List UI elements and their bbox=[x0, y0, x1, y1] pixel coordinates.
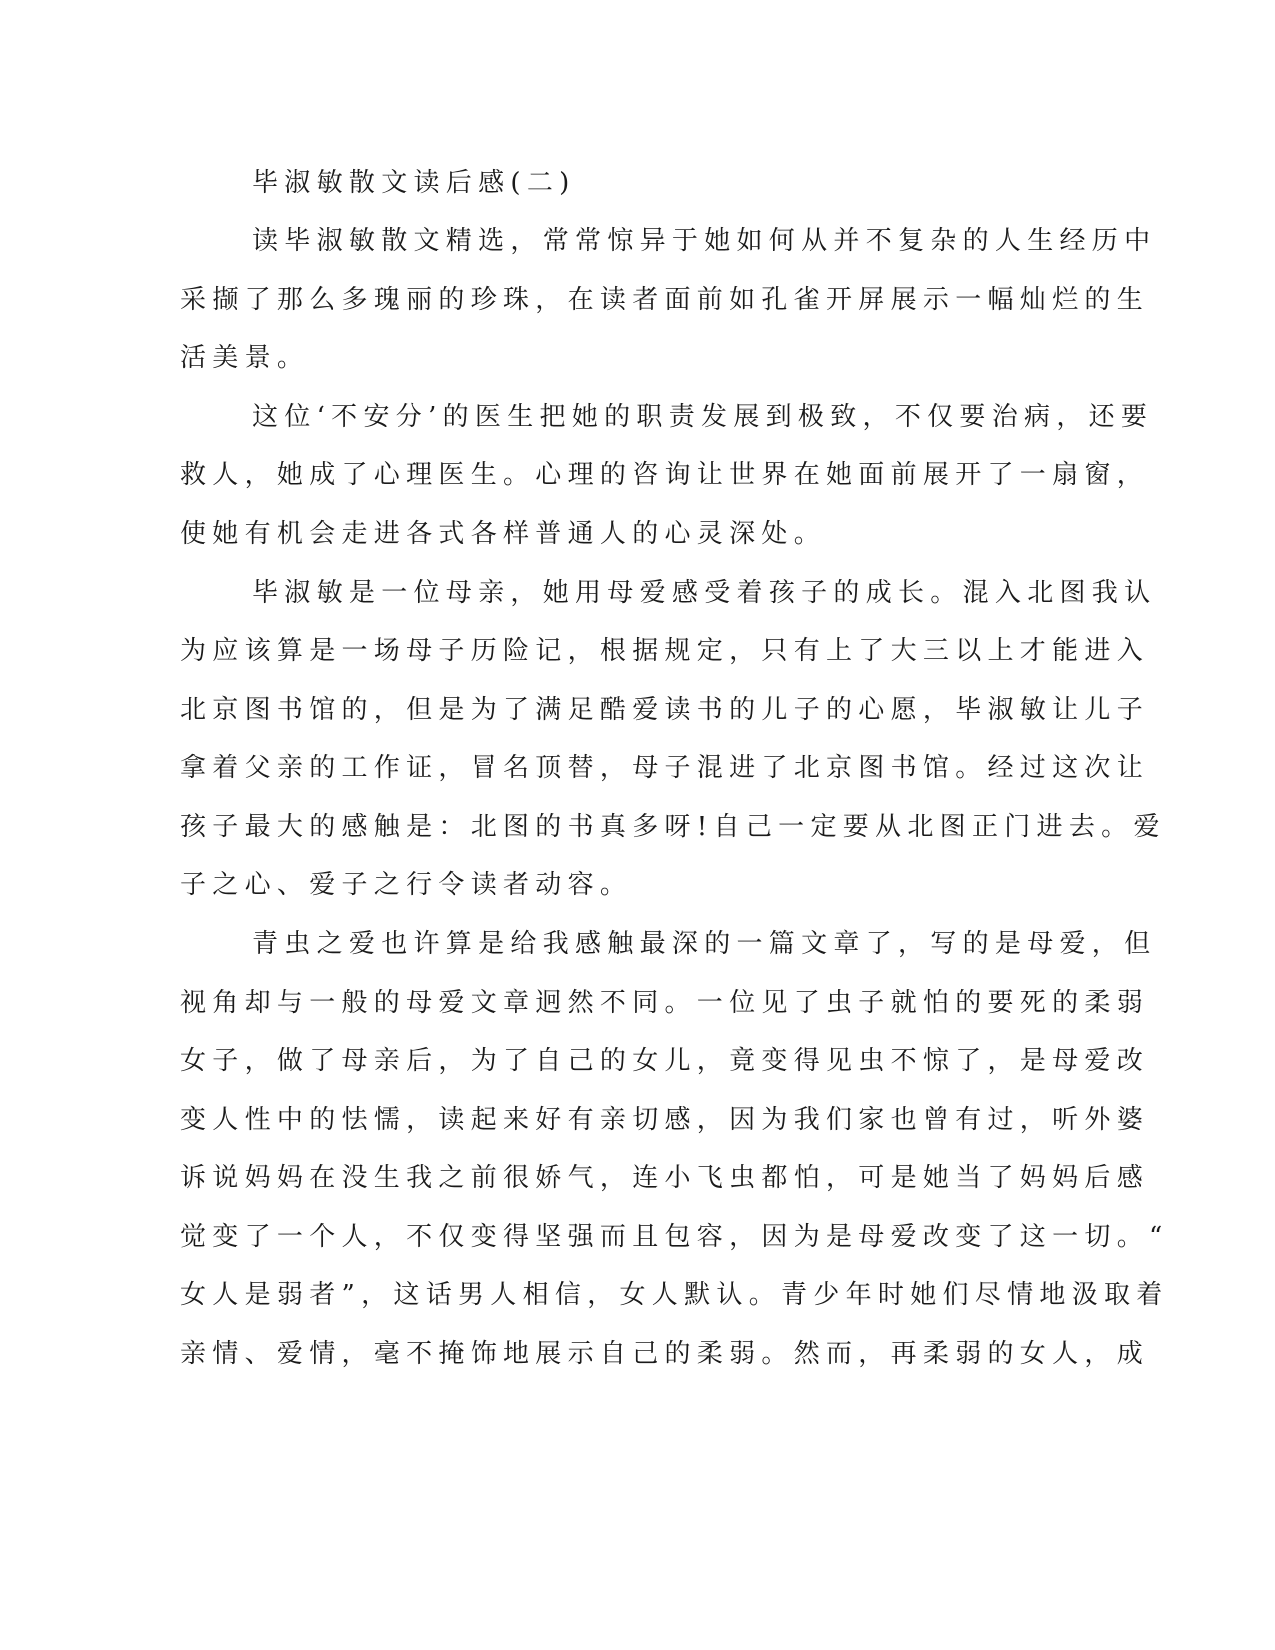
text-line: 毕淑敏是一位母亲，她用母爱感受着孩子的成长。混入北图我认 bbox=[252, 578, 1157, 608]
text-line: 女人是弱者”，这话男人相信，女人默认。青少年时她们尽情地汲取着 bbox=[180, 1280, 1169, 1310]
text-line: 读毕淑敏散文精选，常常惊异于她如何从并不复杂的人生经历中 bbox=[252, 226, 1157, 256]
text-line: 使她有机会走进各式各样普通人的心灵深处。 bbox=[180, 519, 827, 549]
text-line: 拿着父亲的工作证，冒名顶替，母子混进了北京图书馆。经过这次让 bbox=[180, 753, 1150, 783]
text-line: 亲情、爱情，毫不掩饰地展示自己的柔弱。然而，再柔弱的女人，成 bbox=[180, 1339, 1150, 1369]
text-line: 诉说妈妈在没生我之前很娇气，连小飞虫都怕，可是她当了妈妈后感 bbox=[180, 1163, 1150, 1193]
text-line: 救人，她成了心理医生。心理的咨询让世界在她面前展开了一扇窗， bbox=[180, 460, 1150, 490]
document-title: 毕淑敏散文读后感(二) bbox=[252, 168, 576, 198]
text-line: 为应该算是一场母子历险记，根据规定，只有上了大三以上才能进入 bbox=[180, 636, 1150, 666]
text-line: 孩子最大的感触是：北图的书真多呀!自己一定要从北图正门进去。爱 bbox=[180, 812, 1166, 842]
text-line: 活美景。 bbox=[180, 343, 310, 373]
text-line: 青虫之爱也许算是给我感触最深的一篇文章了，写的是母爱，但 bbox=[252, 929, 1157, 959]
text-line: 采撷了那么多瑰丽的珍珠，在读者面前如孔雀开屏展示一幅灿烂的生 bbox=[180, 285, 1150, 315]
text-line: 女子，做了母亲后，为了自己的女儿，竟变得见虫不惊了，是母爱改 bbox=[180, 1046, 1150, 1076]
text-line: 这位‘不安分’的医生把她的职责发展到极致，不仅要治病，还要 bbox=[252, 402, 1154, 432]
text-line: 北京图书馆的，但是为了满足酷爱读书的儿子的心愿，毕淑敏让儿子 bbox=[180, 695, 1150, 725]
text-line: 子之心、爱子之行令读者动容。 bbox=[180, 870, 633, 900]
text-line: 变人性中的怯懦，读起来好有亲切感，因为我们家也曾有过，听外婆 bbox=[180, 1105, 1150, 1135]
text-line: 觉变了一个人，不仅变得坚强而且包容，因为是母爱改变了这一切。“ bbox=[180, 1222, 1169, 1252]
text-line: 视角却与一般的母爱文章迥然不同。一位见了虫子就怕的要死的柔弱 bbox=[180, 988, 1150, 1018]
